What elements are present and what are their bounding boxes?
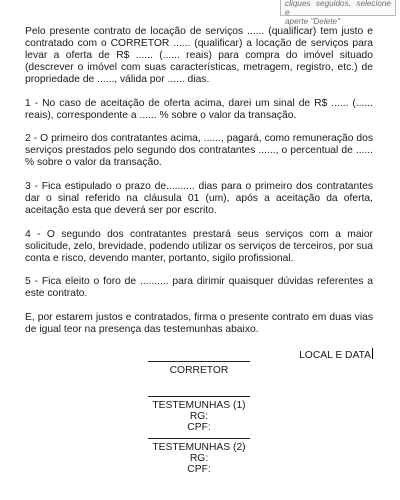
witness-2-title: TESTEMUNHAS (2) [152,442,246,453]
broker-label: CORRETOR [169,365,229,376]
witness-1-title: TESTEMUNHAS (1) [152,400,246,411]
clause-5: 5 - Fica eleito o foro de .......... para dirimir quaisquer dúvidas referentes a este contrato. [25,276,373,300]
text-cursor [372,348,373,359]
clause-4: 4 - O segundo dos contratantes prestará seus serviços com a maior solicitude, zelo, brevidade, podendo utilizar os serviços de terceiros, por sua conta e risco, devendo manter, portanto, sigilo profissional. [25,228,373,264]
place-date [25,348,373,362]
clause-2: 2 - O primeiro dos contratantes acima, ......, pagará, como remuneração dos serviços prestados pelo segundo dos contratantes ......, o percentual de ...... % sobre o valor da transação. [25,133,373,169]
contract-intro: Pelo presente contrato de locação de serviços ...... (qualificar) tem justo e contratado com o CORRETOR ...... (qualificar) a locação de serviços para levar a oferta de R$ ...... (...... reais) para compra do imóvel situado (descrever o imóvel com suas características, metragem, registro, etc.) de propriedade de ......, válida por ...... dias. [25,26,373,85]
broker-signature [148,361,250,376]
signature-line [148,438,250,439]
contract-document[interactable] [25,26,373,362]
closing-paragraph: E, por estarem justos e contratados, firma o presente contrato em duas vias de igual teor na presença das testemunhas abaixo. [25,312,373,336]
signature-line [148,361,250,362]
tooltip [280,0,396,26]
clause-3: 3 - Fica estipulado o prazo de.......... dias para o primeiro dos contratantes dar o sinal referido na cláusula 01 (um), após a aceitação da oferta, aceitação esta que deverá ser por escrito. [25,181,373,217]
signature-line [148,396,250,397]
place-date-text: LOCAL E DATA [299,349,371,361]
witness-2-cpf: CPF: [187,464,211,475]
witness-1-signature [148,396,250,433]
tooltip-line: aperte "Delete" [285,17,340,26]
witness-1-rg: RG: [189,411,209,422]
witness-2-rg: RG: [189,453,209,464]
witness-2-signature [148,438,250,475]
clause-1: 1 - No caso de aceitação de oferta acima, darei um sinal de R$ ...... (...... reais), correspondente a ...... % sobre o valor da transação. [25,97,373,121]
tooltip-line: cliques seguidos, selecione e [285,0,391,17]
witness-1-cpf: CPF: [187,422,211,433]
